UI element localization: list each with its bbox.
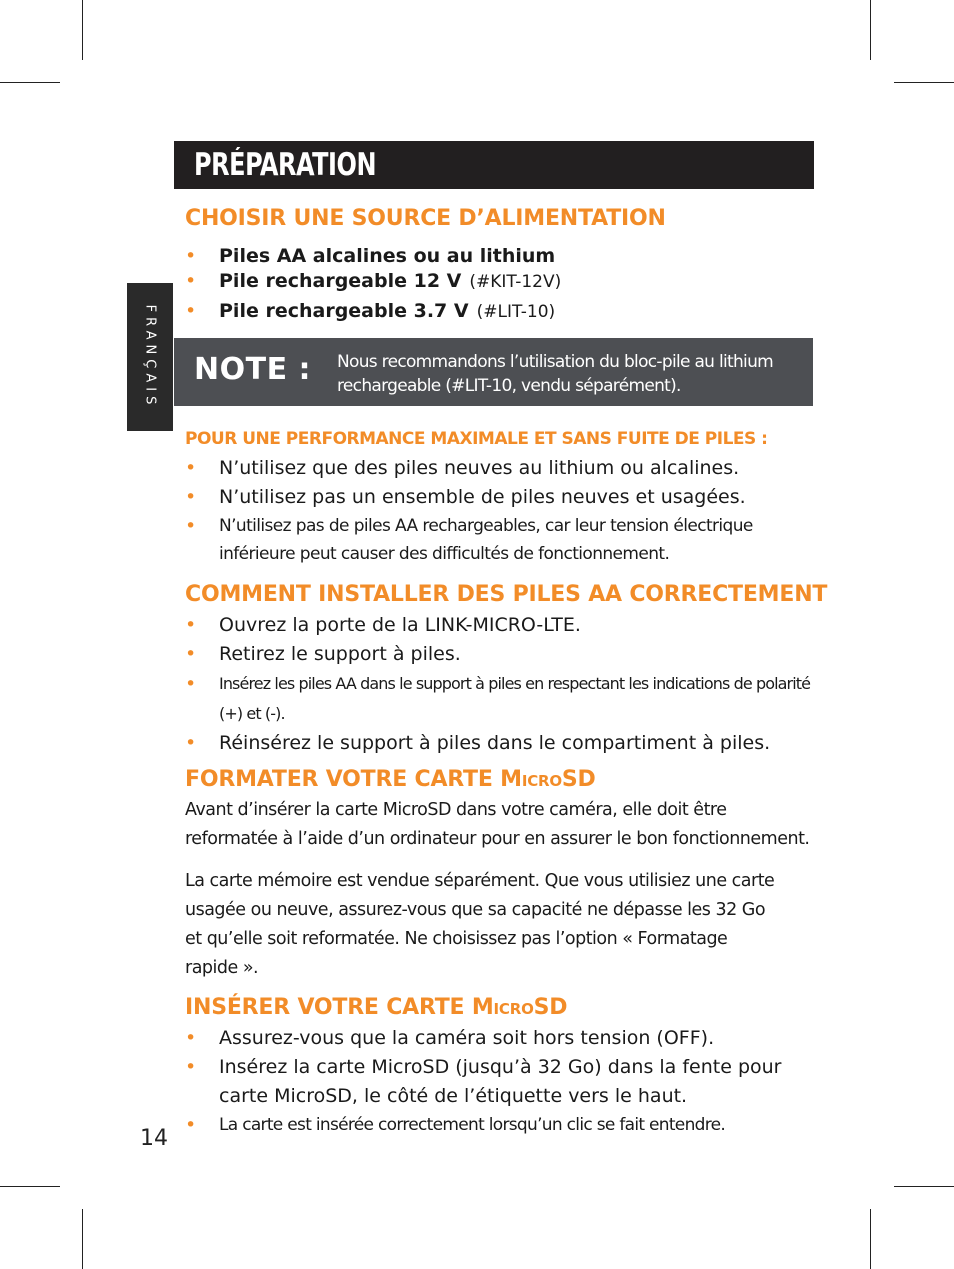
heading-part: FORMATER VOTRE CARTE M bbox=[185, 767, 522, 792]
list-item bbox=[185, 1111, 820, 1139]
list-item-label: Pile rechargeable 12 V bbox=[219, 270, 462, 292]
list-item bbox=[185, 270, 820, 293]
bullet-icon: • bbox=[185, 486, 197, 508]
bullet-icon: • bbox=[185, 614, 197, 636]
power-source-heading: CHOISIR UNE SOURCE D’ALIMENTATION bbox=[185, 206, 666, 231]
heading-part-small: ICRO bbox=[521, 772, 562, 790]
list-item-text: N’utilisez que des piles neuves au lithium ou alcalines. bbox=[219, 457, 740, 479]
language-tab-label: FRANÇAIS bbox=[142, 304, 158, 410]
list-item-text: N’utilisez pas un ensemble de piles neuves et usagées. bbox=[219, 486, 746, 508]
list-item bbox=[185, 243, 820, 270]
list-item bbox=[185, 669, 820, 729]
format-paragraph-2: La carte mémoire est vendue séparément. Que vous utilisiez une carte usagée ou neuve, assurez-vous que sa capacité ne dépasse les 32 Go et qu’elle soit reformatée. Ne choisissez pas l’option « Formatage rapide ». bbox=[185, 871, 775, 978]
crop-mark bbox=[894, 1186, 954, 1187]
crop-mark bbox=[870, 0, 871, 60]
performance-list bbox=[185, 454, 820, 568]
list-item-text: Insérez la carte MicroSD (jusqu’à 32 Go) dans la fente pour carte MicroSD, le côté de l’étiquette vers le haut. bbox=[219, 1056, 782, 1107]
list-item bbox=[185, 483, 820, 512]
list-item bbox=[185, 1024, 820, 1053]
bullet-icon: • bbox=[185, 1027, 197, 1049]
language-tab bbox=[127, 283, 173, 431]
bullet-icon: • bbox=[185, 300, 197, 322]
bullet-icon: • bbox=[185, 457, 197, 479]
list-item bbox=[185, 640, 820, 669]
bullet-icon: • bbox=[185, 673, 196, 695]
power-source-list bbox=[185, 243, 820, 327]
list-item-text: La carte est insérée correctement lorsqu’un clic se fait entendre. bbox=[219, 1115, 726, 1135]
product-code: (#KIT-12V) bbox=[469, 272, 562, 292]
bullet-icon: • bbox=[185, 1114, 196, 1136]
list-item bbox=[185, 454, 820, 483]
heading-part: SD bbox=[533, 995, 568, 1020]
bullet-icon: • bbox=[185, 732, 197, 754]
note-box bbox=[174, 338, 813, 406]
heading-part: INSÉRER VOTRE CARTE M bbox=[185, 995, 494, 1020]
heading-part: SD bbox=[561, 767, 596, 792]
list-item-text: N’utilisez pas de piles AA rechargeables, car leur tension électrique inférieure peut causer des difficultés de fonctionnement. bbox=[219, 516, 753, 564]
heading-part-small: ICRO bbox=[493, 1000, 534, 1018]
performance-heading: POUR UNE PERFORMANCE MAXIMALE ET SANS FUITE DE PILES : bbox=[185, 429, 768, 449]
list-item-text: Assurez-vous que la caméra soit hors tension (OFF). bbox=[219, 1027, 715, 1049]
page-number: 14 bbox=[140, 1126, 168, 1151]
crop-mark bbox=[0, 82, 60, 83]
list-item-text: Retirez le support à piles. bbox=[219, 643, 461, 665]
list-item-label: Piles AA alcalines ou au lithium bbox=[219, 245, 556, 267]
format-paragraph-1: Avant d’insérer la carte MicroSD dans votre caméra, elle doit être reformatée à l’aide d’un ordinateur pour en assurer le bon fonctionnement. bbox=[185, 800, 810, 849]
crop-mark bbox=[894, 82, 954, 83]
crop-mark bbox=[82, 0, 83, 60]
list-item bbox=[185, 1053, 820, 1111]
bullet-icon: • bbox=[185, 643, 197, 665]
insert-heading bbox=[185, 995, 567, 1020]
list-item bbox=[185, 729, 820, 758]
note-text: Nous recommandons l’utilisation du bloc-pile au lithium rechargeable (#LIT-10, vendu séparément). bbox=[337, 352, 773, 396]
list-item-text: Réinsérez le support à piles dans le compartiment à piles. bbox=[219, 732, 771, 754]
crop-mark bbox=[82, 1209, 83, 1269]
insert-list bbox=[185, 1024, 820, 1139]
bullet-icon: • bbox=[185, 245, 197, 267]
product-code: (#LIT-10) bbox=[476, 302, 556, 322]
list-item-text: Ouvrez la porte de la LINK-MICRO-LTE. bbox=[219, 614, 581, 636]
install-list bbox=[185, 611, 820, 758]
section-title-bar bbox=[174, 141, 814, 189]
crop-mark bbox=[870, 1209, 871, 1269]
bullet-icon: • bbox=[185, 515, 196, 537]
install-heading: COMMENT INSTALLER DES PILES AA CORRECTEMENT bbox=[185, 582, 828, 607]
list-item-label: Pile rechargeable 3.7 V bbox=[219, 300, 469, 322]
list-item bbox=[185, 512, 820, 568]
note-label: NOTE : bbox=[194, 352, 312, 387]
page-title: PRÉPARATION bbox=[194, 147, 377, 183]
bullet-icon: • bbox=[185, 1056, 197, 1078]
list-item-text: Insérez les piles AA dans le support à piles en respectant les indications de polarité (+) et (-). bbox=[219, 674, 811, 723]
list-item bbox=[185, 297, 820, 327]
crop-mark bbox=[0, 1186, 60, 1187]
bullet-icon: • bbox=[185, 270, 197, 292]
format-heading bbox=[185, 767, 596, 792]
list-item bbox=[185, 611, 820, 640]
